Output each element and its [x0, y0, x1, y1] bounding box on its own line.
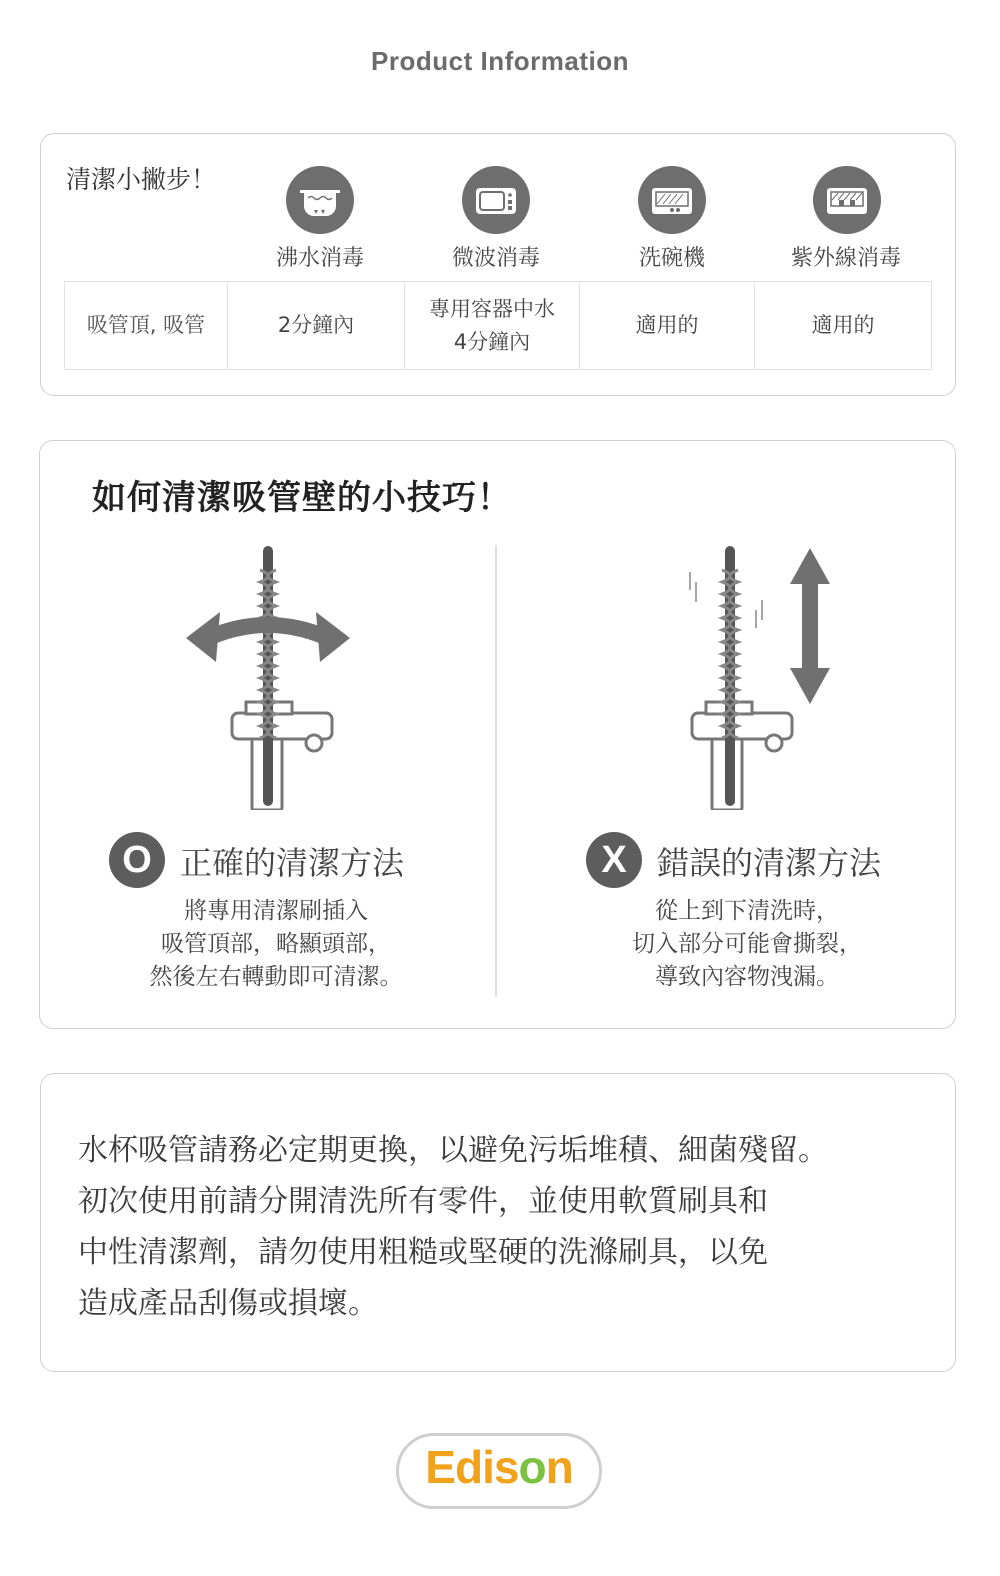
notice-line: 造成產品刮傷或損壞。 [78, 1286, 378, 1321]
description-line: 然後左右轉動即可清潔。 [149, 964, 403, 990]
logo-letter: n [545, 1441, 573, 1493]
description-line: 切入部分可能會撕裂， [632, 931, 862, 957]
description-line: 導致內容物洩漏。 [655, 964, 839, 990]
notice-line: 初次使用前請分開清洗所有零件，並使用軟質刷具和 [78, 1184, 768, 1219]
logo-letter: s [493, 1441, 519, 1493]
wrong-method-description [527, 895, 967, 994]
table-cell: 適用的 [755, 282, 932, 370]
notice-line: 中性清潔劑，請勿使用粗糙或堅硬的洗滌刷具，以免 [78, 1235, 768, 1270]
correct-method-description [56, 895, 496, 994]
row-item-label: 吸管頂, 吸管 [65, 282, 228, 370]
logo-letter: o [518, 1441, 546, 1493]
logo-letter: E [425, 1441, 455, 1493]
description-line: 吸管頂部，略顯頭部， [161, 931, 391, 957]
logo-letter: d [454, 1441, 483, 1493]
method-label-dishwasher: 洗碗機 [638, 246, 705, 271]
wrong-cleaning-illustration [680, 540, 840, 810]
table-cell: 適用的 [580, 282, 755, 370]
logo-letter: i [482, 1441, 494, 1493]
method-label-boiling: 沸水消毒 [275, 246, 364, 271]
edison-logo [396, 1440, 602, 1494]
method-label-uv: 紫外線消毒 [790, 246, 901, 271]
description-line: 將專用清潔刷插入 [184, 898, 368, 924]
table-cell: 專用容器中水 4分鐘內 [405, 282, 580, 370]
uv-sterilizer-icon [813, 166, 881, 234]
cleaning-tips-title: 清潔小撇步！ [66, 165, 217, 194]
care-notice-text [78, 1125, 938, 1329]
wrong-method-title: 錯誤的清潔方法 [657, 844, 882, 882]
notice-line: 水杯吸管請務必定期更換，以避免污垢堆積、細菌殘留。 [78, 1133, 828, 1168]
page-title: Product Information [371, 46, 629, 76]
method-label-microwave: 微波消毒 [451, 246, 540, 271]
boiling-pot-icon [286, 166, 354, 234]
correct-cleaning-illustration [180, 540, 355, 810]
dishwasher-icon [638, 166, 706, 234]
logo-text [425, 1441, 572, 1493]
correct-method-title: 正確的清潔方法 [180, 844, 405, 882]
correct-mark-icon: O [109, 832, 165, 888]
description-line: 從上到下清洗時， [655, 898, 839, 924]
tips-title: 如何清潔吸管壁的小技巧！ [92, 478, 512, 518]
cleaning-table [64, 281, 932, 370]
wrong-mark-icon: X [586, 832, 642, 888]
table-row [65, 282, 932, 370]
table-cell: 2分鐘內 [228, 282, 405, 370]
microwave-icon [462, 166, 530, 234]
